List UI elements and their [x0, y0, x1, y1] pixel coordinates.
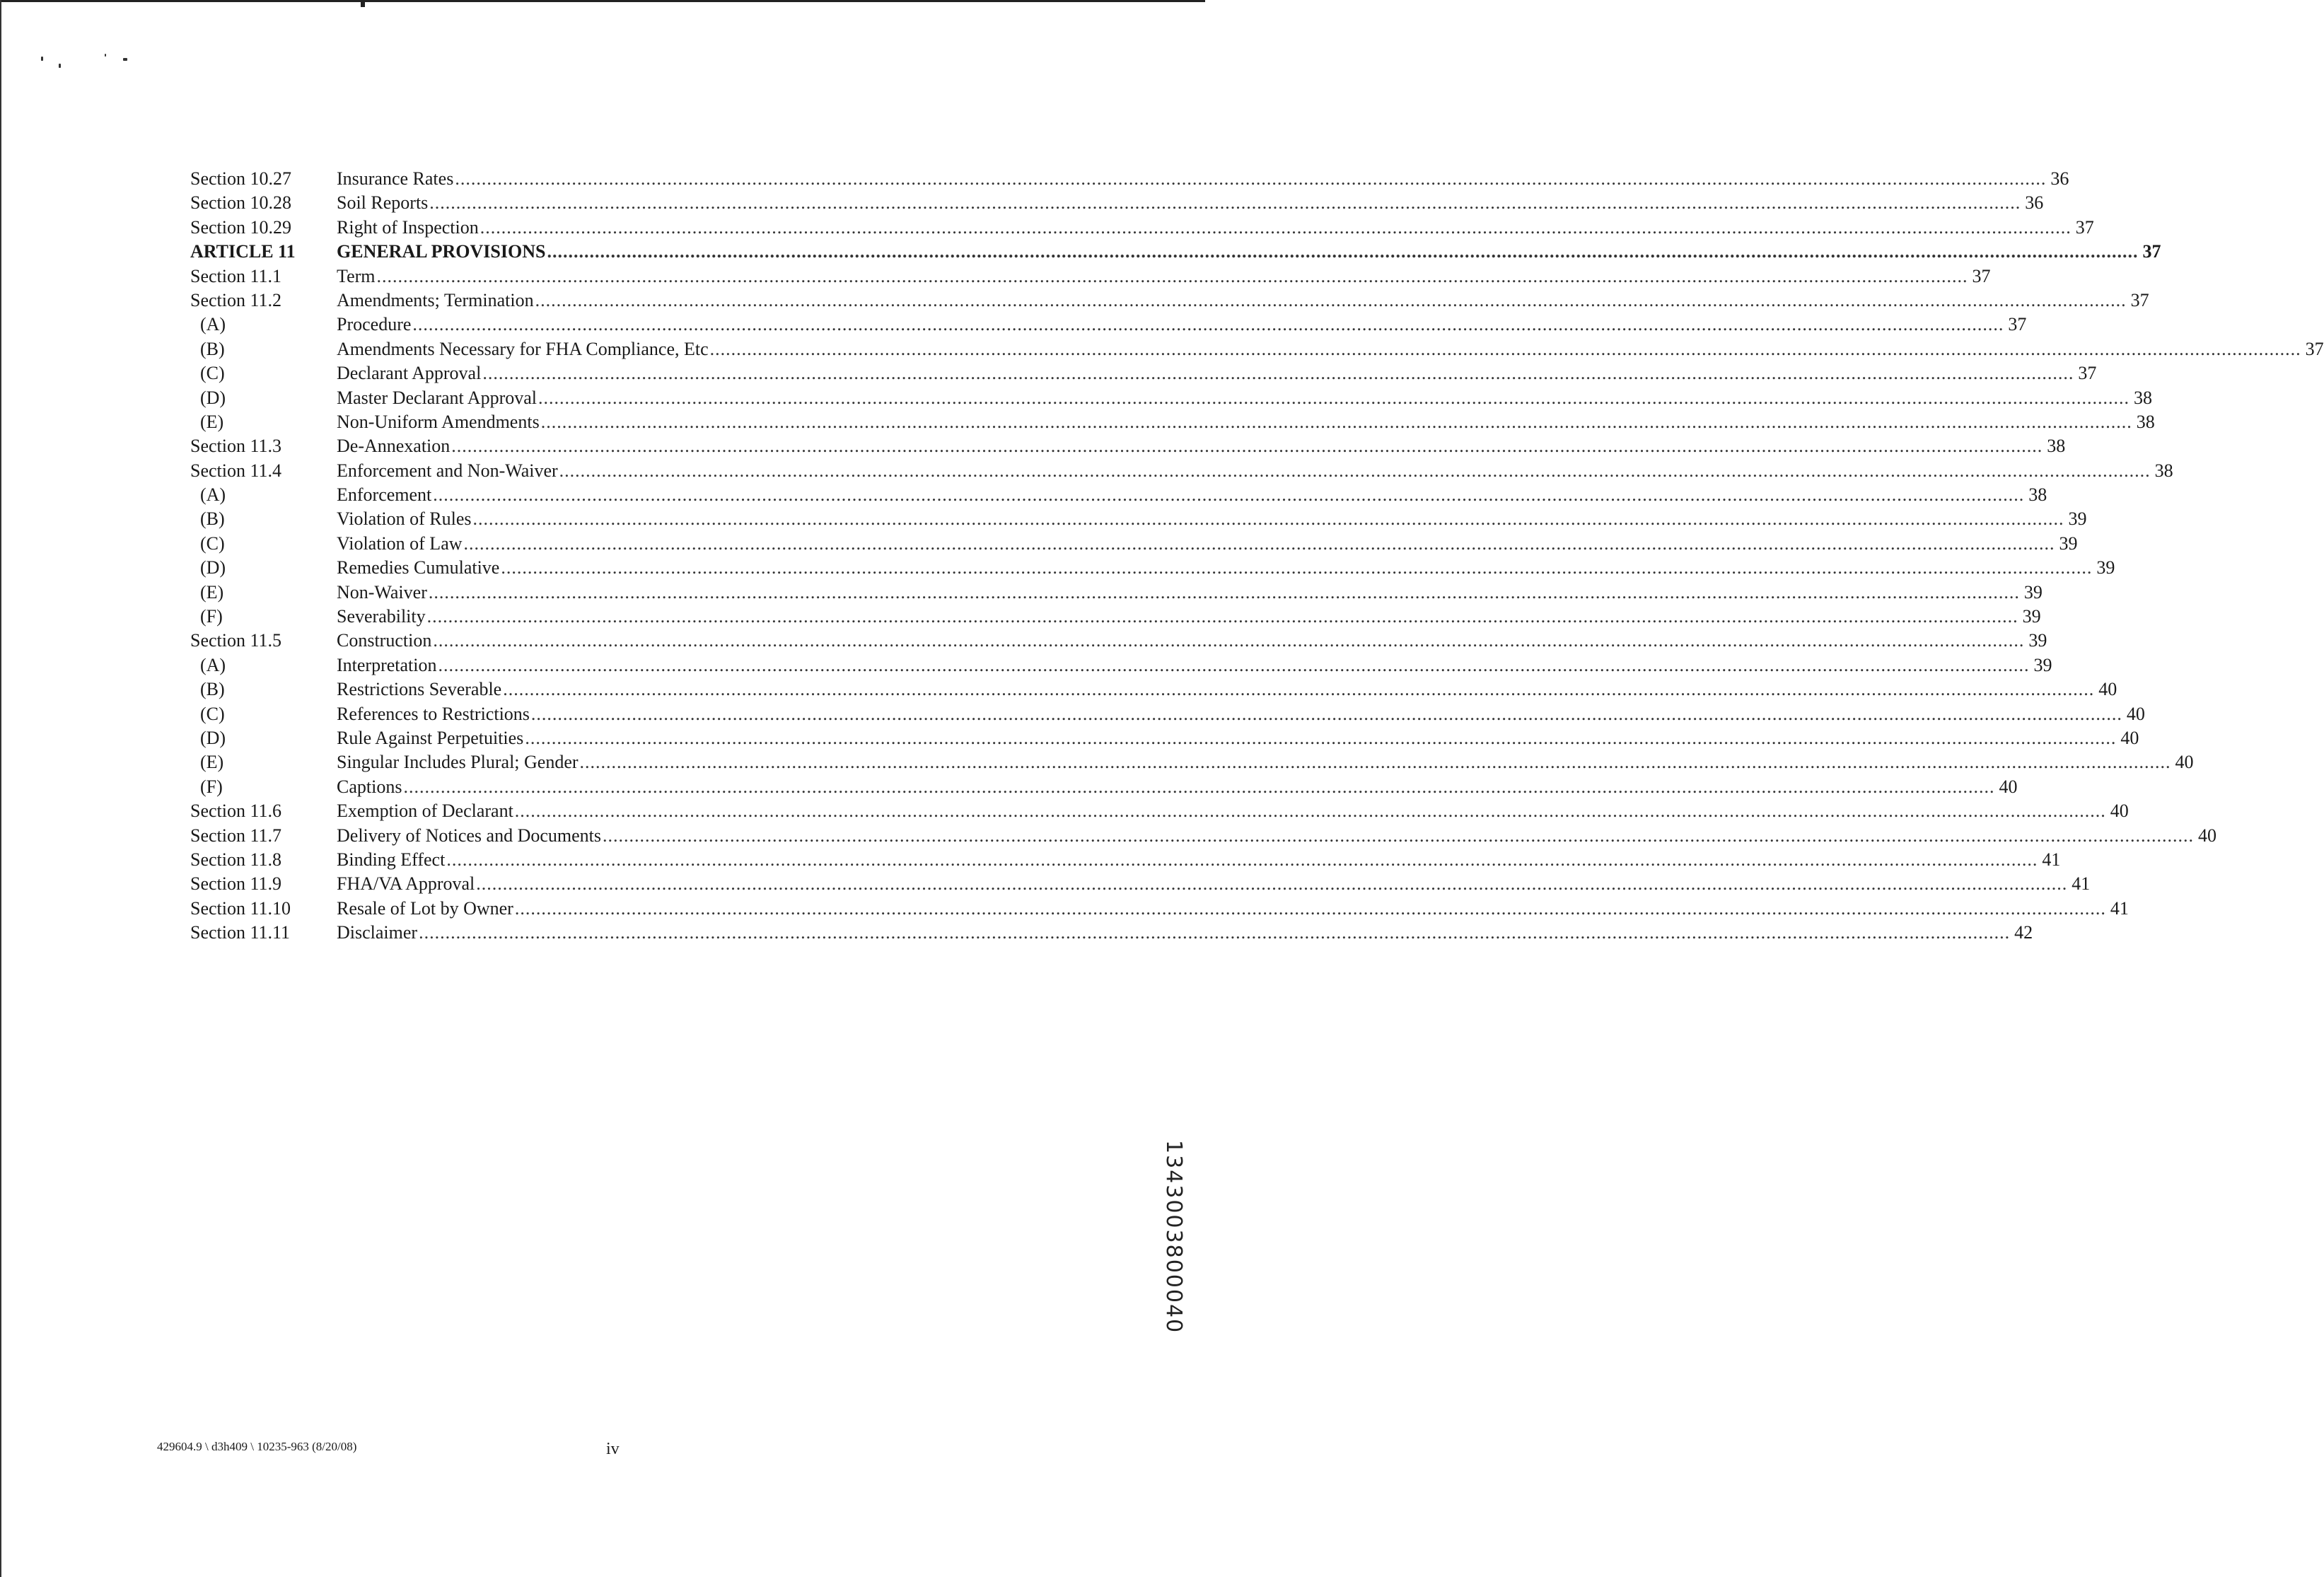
toc-entry-number: Section 11.7: [190, 825, 282, 846]
toc-entry-number: (B): [200, 338, 225, 359]
document-stamp-number: 1343003800040: [1161, 1140, 1186, 1334]
dot-leader: ............................................................................................................................................................................................................................................................................................................: [540, 411, 2132, 432]
toc-entry-title: Soil Reports: [337, 192, 429, 214]
toc-entry: [190, 434, 2066, 458]
toc-entry-title: Resale of Lot by Owner: [337, 897, 513, 919]
toc-entry-number: (A): [200, 484, 226, 506]
toc-entry-page: 40: [2198, 825, 2217, 846]
toc-entry: [190, 677, 2117, 702]
toc-entry-page: 39: [2033, 654, 2052, 675]
toc-entry-title: Exemption of Declarant: [337, 801, 513, 822]
toc-entry-number: (E): [200, 411, 224, 432]
toc-entry-page: 37: [2142, 241, 2161, 262]
dot-leader: ............................................................................................................................................................................................................................................................................................................: [419, 922, 2011, 943]
toc-entry-title: Binding Effect: [337, 849, 446, 870]
document-code: 429604.9 \ d3h409 \ 10235-963 (8/20/08): [157, 1440, 357, 1453]
dot-leader: ............................................................................................................................................................................................................................................................................................................: [476, 873, 2068, 895]
toc-entry-page: 36: [2050, 168, 2069, 189]
toc-entry: [190, 556, 2115, 580]
toc-entry-title: Singular Includes Plural; Gender: [337, 752, 579, 773]
toc-entry: [190, 289, 2149, 313]
scan-edge-top: [0, 0, 1205, 2]
toc-entry-title: Severability: [337, 606, 426, 627]
dot-leader: ............................................................................................................................................................................................................................................................................................................: [579, 752, 2171, 773]
toc-entry: [190, 872, 2091, 896]
toc-entry: [190, 653, 2052, 677]
dot-leader: ............................................................................................................................................................................................................................................................................................................: [446, 849, 2038, 870]
toc-entry-title: Remedies Cumulative: [337, 557, 500, 578]
dot-leader: ............................................................................................................................................................................................................................................................................................................: [482, 363, 2074, 384]
toc-entry-page: 40: [2098, 679, 2117, 700]
toc-entry: [190, 897, 2129, 921]
toc-entry-page: 38: [2028, 484, 2047, 506]
dot-leader: ............................................................................................................................................................................................................................................................................................................: [455, 168, 2047, 189]
toc-entry-title: Term: [337, 265, 376, 286]
toc-entry-number: (F): [200, 606, 223, 627]
toc-entry-number: Section 11.1: [190, 265, 282, 286]
toc-entry-title: Amendments Necessary for FHA Compliance, Etc: [337, 338, 709, 359]
toc-entry: [190, 629, 2047, 653]
toc-entry-number: (B): [200, 508, 225, 530]
toc-entry-number: Section 11.5: [190, 630, 282, 651]
toc-entry-number: Section 11.9: [190, 873, 282, 895]
toc-entry: [190, 824, 2217, 848]
toc-entry-title: Right of Inspection: [337, 216, 479, 238]
toc-entry: [190, 799, 2129, 823]
toc-entry-title: Captions: [337, 776, 402, 797]
dot-leader: ............................................................................................................................................................................................................................................................................................................: [547, 241, 2139, 262]
dot-leader: ............................................................................................................................................................................................................................................................................................................: [403, 776, 1995, 797]
toc-entry-title: Non-Waiver: [337, 581, 427, 603]
dot-leader: ............................................................................................................................................................................................................................................................................................................: [559, 460, 2151, 481]
scan-speck: [123, 58, 127, 61]
toc-entry-page: 38: [2136, 411, 2155, 432]
dot-leader: ............................................................................................................................................................................................................................................................................................................: [514, 801, 2106, 822]
toc-entry: [190, 750, 2194, 774]
toc-entry-page: 41: [2072, 873, 2091, 895]
toc-entry: [190, 581, 2043, 605]
toc-entry-title: Rule Against Perpetuities: [337, 727, 524, 748]
toc-entry: [190, 507, 2087, 531]
scan-speck: [59, 64, 61, 68]
toc-entry-page: 38: [2134, 387, 2153, 408]
dot-leader: ............................................................................................................................................................................................................................................................................................................: [433, 630, 2025, 651]
toc-entry-page: 39: [2068, 508, 2087, 530]
toc-entry: [190, 361, 2097, 385]
toc-entry-number: Section 11.10: [190, 897, 291, 919]
toc-entry-number: Section 11.8: [190, 849, 282, 870]
toc-entry-page: 40: [2126, 703, 2145, 724]
toc-entry: [190, 216, 2094, 240]
toc-entry: [190, 459, 2173, 483]
dot-leader: ............................................................................................................................................................................................................................................................................................................: [538, 387, 2130, 408]
toc-entry: [190, 167, 2069, 191]
toc-entry-page: 39: [2096, 557, 2115, 578]
dot-leader: ............................................................................................................................................................................................................................................................................................................: [472, 508, 2064, 530]
toc-entry-number: ARTICLE 11: [190, 241, 296, 262]
toc-entry-title: Disclaimer: [337, 922, 418, 943]
toc-entry-number: Section 11.11: [190, 922, 291, 943]
dot-leader: ............................................................................................................................................................................................................................................................................................................: [603, 825, 2195, 846]
toc-entry-title: De-Annexation: [337, 436, 451, 457]
toc-entry: [190, 410, 2155, 434]
page-number: iv: [606, 1440, 620, 1458]
toc-entry-number: (A): [200, 314, 226, 335]
toc-entry-page: 40: [2175, 752, 2194, 773]
toc-entry-number: (C): [200, 703, 225, 724]
toc-entry-title: Delivery of Notices and Documents: [337, 825, 602, 846]
scan-speck: [105, 54, 106, 57]
dot-leader: ............................................................................................................................................................................................................................................................................................................: [535, 289, 2127, 310]
toc-entry-number: (B): [200, 679, 225, 700]
toc-entry-page: 37: [2075, 216, 2094, 238]
toc-entry-title: Procedure: [337, 314, 412, 335]
toc-entry: [190, 848, 2061, 872]
toc-entry-page: 40: [1999, 776, 2018, 797]
toc-entry-number: (F): [200, 776, 223, 797]
toc-entry-title: Declarant Approval: [337, 363, 482, 384]
dot-leader: ............................................................................................................................................................................................................................................................................................................: [429, 192, 2021, 214]
toc-entry-page: 39: [2028, 630, 2047, 651]
toc-entry-title: Insurance Rates: [337, 168, 454, 189]
dot-leader: ............................................................................................................................................................................................................................................................................................................: [525, 727, 2117, 748]
dot-leader: ............................................................................................................................................................................................................................................................................................................: [709, 338, 2301, 359]
toc-entry-title: FHA/VA Approval: [337, 873, 475, 895]
toc-entry-number: Section 11.6: [190, 801, 282, 822]
toc-entry: [190, 313, 2027, 337]
toc-entry-title: Violation of Law: [337, 533, 463, 554]
dot-leader: ............................................................................................................................................................................................................................................................................................................: [503, 679, 2095, 700]
dot-leader: ............................................................................................................................................................................................................................................................................................................: [463, 533, 2055, 554]
toc-entry-number: (D): [200, 387, 226, 408]
toc-entry-number: Section 11.3: [190, 436, 282, 457]
toc-entry-number: (E): [200, 581, 224, 603]
dot-leader: ............................................................................................................................................................................................................................................................................................................: [514, 897, 2106, 919]
scan-notch: [361, 0, 365, 7]
toc-entry-page: 37: [1972, 265, 1991, 286]
dot-leader: ............................................................................................................................................................................................................................................................................................................: [530, 703, 2122, 724]
toc-entry-page: 39: [2023, 581, 2043, 603]
toc-entry-page: 37: [2305, 338, 2324, 359]
toc-entry-page: 39: [2022, 606, 2041, 627]
toc-entry-number: (E): [200, 752, 224, 773]
toc-entry: [190, 605, 2041, 629]
toc-entry: [190, 702, 2145, 726]
dot-leader: ............................................................................................................................................................................................................................................................................................................: [480, 216, 2072, 238]
toc-entry-number: Section 10.29: [190, 216, 291, 238]
dot-leader: ............................................................................................................................................................................................................................................................................................................: [412, 314, 2004, 335]
toc-entry-number: (C): [200, 533, 225, 554]
toc-entry-title: References to Restrictions: [337, 703, 530, 724]
toc-entry-number: (D): [200, 557, 226, 578]
toc-entry-title: Construction: [337, 630, 432, 651]
toc-entry: [190, 483, 2047, 507]
dot-leader: ............................................................................................................................................................................................................................................................................................................: [438, 654, 2030, 675]
toc-entry-page: 40: [2110, 801, 2129, 822]
toc-entry-title: Non-Uniform Amendments: [337, 411, 540, 432]
toc-entry-page: 40: [2120, 727, 2139, 748]
toc-entry-page: 38: [2154, 460, 2173, 481]
dot-leader: ............................................................................................................................................................................................................................................................................................................: [428, 581, 2020, 603]
toc-entry-number: Section 11.4: [190, 460, 282, 481]
toc-entry-page: 37: [2130, 289, 2149, 310]
toc-entry: [190, 264, 1991, 289]
toc-entry-number: Section 10.27: [190, 168, 291, 189]
toc-entry: [190, 337, 2324, 361]
toc-entry-page: 41: [2110, 897, 2129, 919]
toc-entry: [190, 240, 2161, 264]
toc-entry: [190, 386, 2153, 410]
dot-leader: ............................................................................................................................................................................................................................................................................................................: [433, 484, 2025, 506]
dot-leader: ............................................................................................................................................................................................................................................................................................................: [426, 606, 2018, 627]
toc-entry-title: Restrictions Severable: [337, 679, 502, 700]
toc-entry-title: Master Declarant Approval: [337, 387, 538, 408]
toc-entry-number: (D): [200, 727, 226, 748]
toc-entry-title: GENERAL PROVISIONS: [337, 241, 546, 262]
toc-entry-number: Section 10.28: [190, 192, 291, 214]
toc-entry-title: Enforcement and Non-Waiver: [337, 460, 558, 481]
toc-entry-number: (C): [200, 363, 225, 384]
toc-entry-page: 42: [2014, 922, 2033, 943]
toc-entry-page: 37: [2078, 363, 2097, 384]
toc-entry-number: Section 11.2: [190, 289, 282, 310]
toc-entry-page: 36: [2025, 192, 2044, 214]
toc-entry-title: Interpretation: [337, 654, 437, 675]
dot-leader: ............................................................................................................................................................................................................................................................................................................: [451, 436, 2043, 457]
toc-entry-number: (A): [200, 654, 226, 675]
toc-entry-page: 37: [2008, 314, 2027, 335]
toc-entry: [190, 532, 2078, 556]
table-of-contents: [190, 167, 2324, 945]
dot-leader: ............................................................................................................................................................................................................................................................................................................: [501, 557, 2093, 578]
scan-speck: [41, 57, 43, 61]
toc-entry-title: Amendments; Termination: [337, 289, 534, 310]
dot-leader: ............................................................................................................................................................................................................................................................................................................: [376, 265, 1968, 286]
toc-entry-page: 41: [2042, 849, 2061, 870]
toc-entry-title: Violation of Rules: [337, 508, 472, 530]
scan-edge-left: [0, 0, 1, 1577]
toc-entry: [190, 191, 2044, 215]
toc-entry: [190, 726, 2139, 750]
toc-entry-page: 39: [2059, 533, 2078, 554]
toc-entry: [190, 775, 2018, 799]
toc-entry-page: 38: [2047, 436, 2066, 457]
toc-entry: [190, 921, 2033, 945]
toc-entry-title: Enforcement: [337, 484, 432, 506]
